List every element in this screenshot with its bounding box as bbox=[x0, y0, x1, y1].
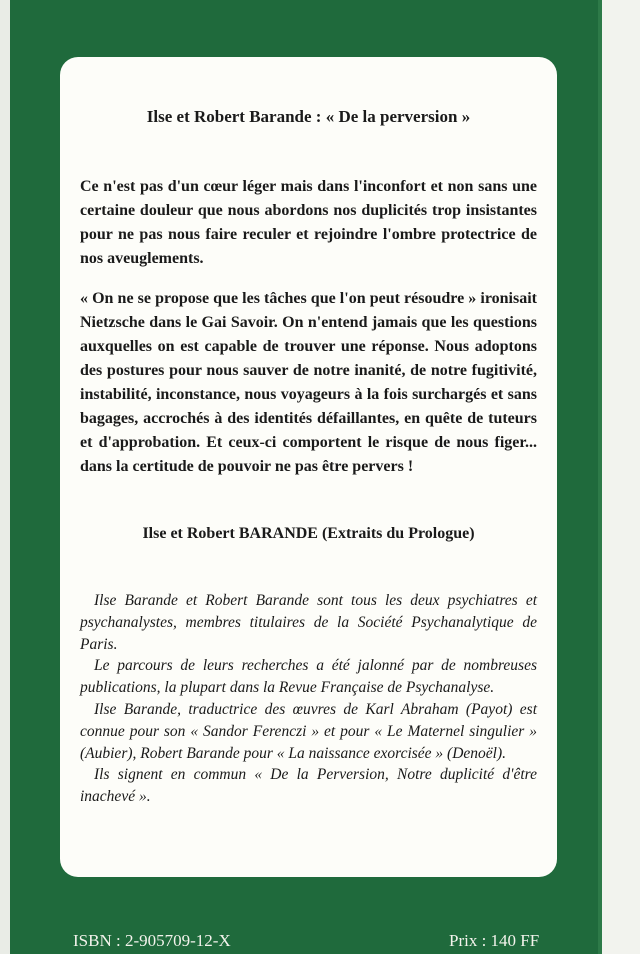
cover-left-edge bbox=[0, 0, 10, 954]
author-biography bbox=[80, 590, 537, 808]
bio-paragraph-2: Le parcours de leurs recherches a été jalonné par de nombreuses publications, la plupart dans la Revue Française de Psychanalyse. bbox=[80, 657, 537, 697]
cover-right-edge bbox=[598, 0, 640, 954]
book-title: Ilse et Robert Barande : « De la perversion » bbox=[146, 107, 471, 126]
back-cover-text-panel bbox=[60, 57, 557, 877]
excerpt-paragraph-2: « On ne se propose que les tâches que l'on peut résoudre » ironisait Nietzsche dans le Gai Savoir. On n'entend jamais que les questions auxquelles on est capable de trouver une réponse. Nous adoptons des postures pour nous sauver de notre inanité, de notre fugitivité, instabilité, inconstance, nous voyageurs à la fois surchargés et sans bagages, accrochés à des identités défaillantes, en quête de tuteurs et d'approbation. Et ceux-ci comportent le risque de nous figer... dans la certitude de pouvoir ne pas être pervers ! bbox=[80, 290, 537, 475]
bio-paragraph-3: Ilse Barande, traductrice des œuvres de Karl Abraham (Payot) est connue pour son « Sandor Ferenczi » et pour « Le Maternel singulier » (Aubier), Robert Barande pour « La naissance exorcisée » (Denoël). bbox=[80, 700, 537, 762]
isbn-number: ISBN : 2-905709-12-X bbox=[73, 931, 231, 950]
bio-paragraph-4: Ils signent en commun « De la Perversion, Notre duplicité d'être inachevé ». bbox=[80, 766, 537, 806]
price-label: Prix : 140 FF bbox=[449, 931, 540, 950]
excerpt-paragraph-1: Ce n'est pas d'un cœur léger mais dans l'inconfort et non sans une certaine douleur que nous abordons nos duplicités trop insistantes pour ne pas nous faire reculer et rejoindre l'ombre protectrice de nos aveuglements. bbox=[80, 178, 537, 267]
bio-paragraph-1: Ilse Barande et Robert Barande sont tous les deux psychiatres et psychanalystes, membres titulaires de la Société Psychanalytique de Paris. bbox=[80, 592, 537, 653]
excerpt-credit: Ilse et Robert BARANDE (Extraits du Prologue) bbox=[142, 525, 475, 542]
